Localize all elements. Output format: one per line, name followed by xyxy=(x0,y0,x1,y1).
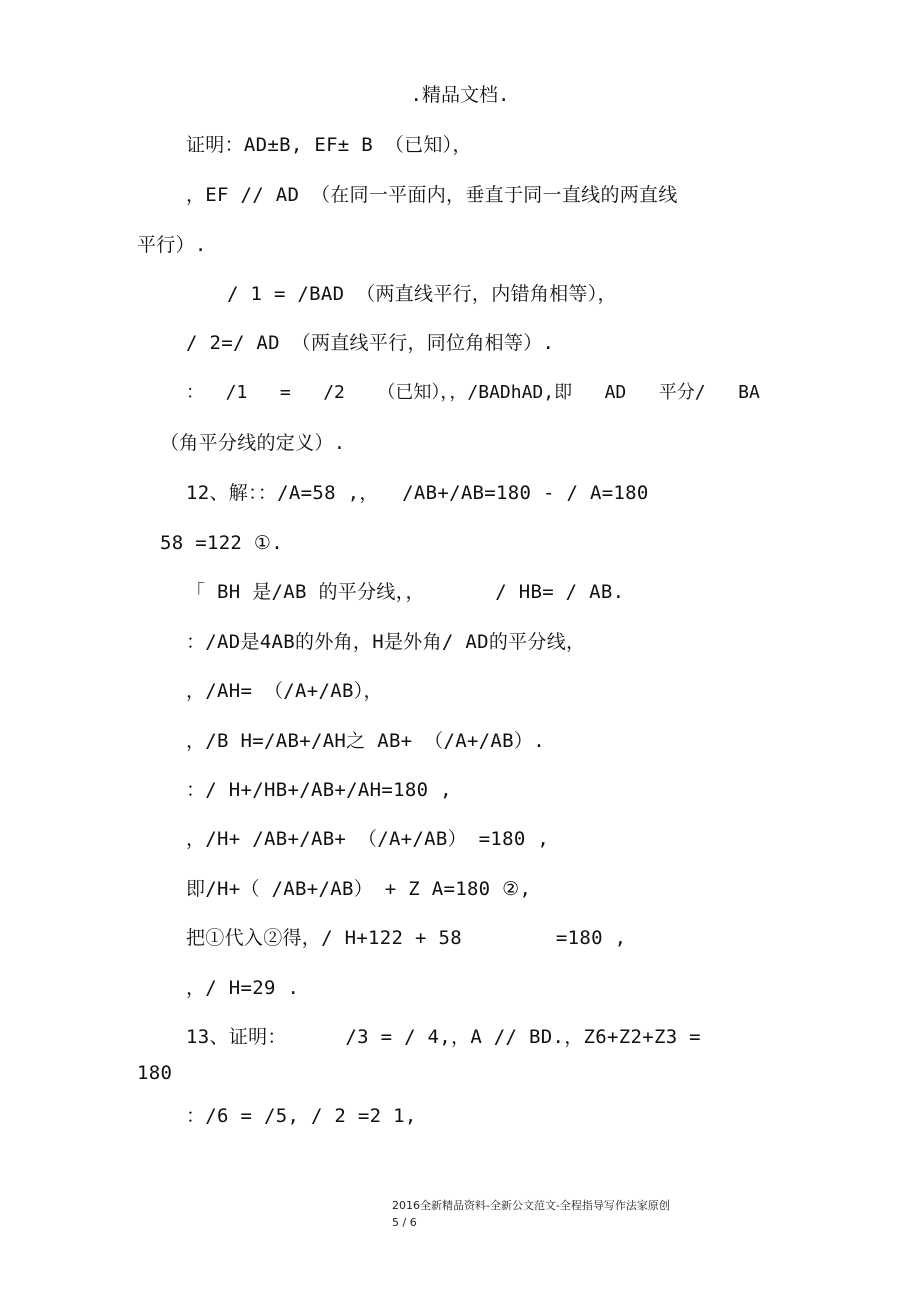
text-line: / 2=/ AD （两直线平行，同位角相等）. xyxy=(186,332,555,354)
text-line: 「 BH 是/AB 的平分线，， / HB= / AB. xyxy=(186,581,625,603)
text-line: ，/ H=29 . xyxy=(186,977,300,999)
text-line: 把①代入②得，/ H+122 + 58 =180 , xyxy=(186,927,627,949)
text-line: 13、证明： /3 = / 4,，A // BD.，Z6+Z2+Z3 = xyxy=(186,1026,701,1048)
text-line: ，/B H=/AB+/AH之 AB+ （/A+/AB）. xyxy=(186,730,545,752)
text-line: ：/6 = /5, / 2 =2 1, xyxy=(186,1105,417,1127)
page-header-title: .精品文档. xyxy=(410,84,510,106)
text-line: ：/ H+/HB+/AB+/AH=180 , xyxy=(186,779,452,801)
text-line: 平行）. xyxy=(137,234,207,256)
footer-page-number: 5 / 6 xyxy=(392,1216,417,1229)
text-line: 12、解：：/A=58 ,， /AB+/AB=180 - / A=180 xyxy=(186,482,649,504)
text-line: 58 =122 ①. xyxy=(160,532,283,554)
text-line: 即/H+（ /AB+/AB） + Z A=180 ②, xyxy=(186,878,532,900)
text-line: ，/AH= （/A+/AB）， xyxy=(186,680,383,702)
text-line: 证明：AD±B, EF± B （已知）， xyxy=(186,134,472,156)
text-line: ：/AD是4AB的外角，H是外角/ AD的平分线， xyxy=(186,631,586,653)
text-line: ，EF // AD （在同一平面内，垂直于同一直线的两直线 xyxy=(186,184,678,206)
text-line: / 1 = /BAD （两直线平行，内错角相等）， xyxy=(227,283,617,305)
text-line: 180 xyxy=(137,1062,173,1084)
text-line: ，/H+ /AB+/AB+ （/A+/AB） =180 , xyxy=(186,828,550,850)
footer-note: 2016全新精品资料-全新公文范文-全程指导写作法家原创 xyxy=(392,1199,670,1212)
text-line: ： /1 = /2 （已知），，/BADhAD,即 AD 平分/ BA xyxy=(186,382,760,403)
text-line: （角平分线的定义）. xyxy=(160,432,346,454)
